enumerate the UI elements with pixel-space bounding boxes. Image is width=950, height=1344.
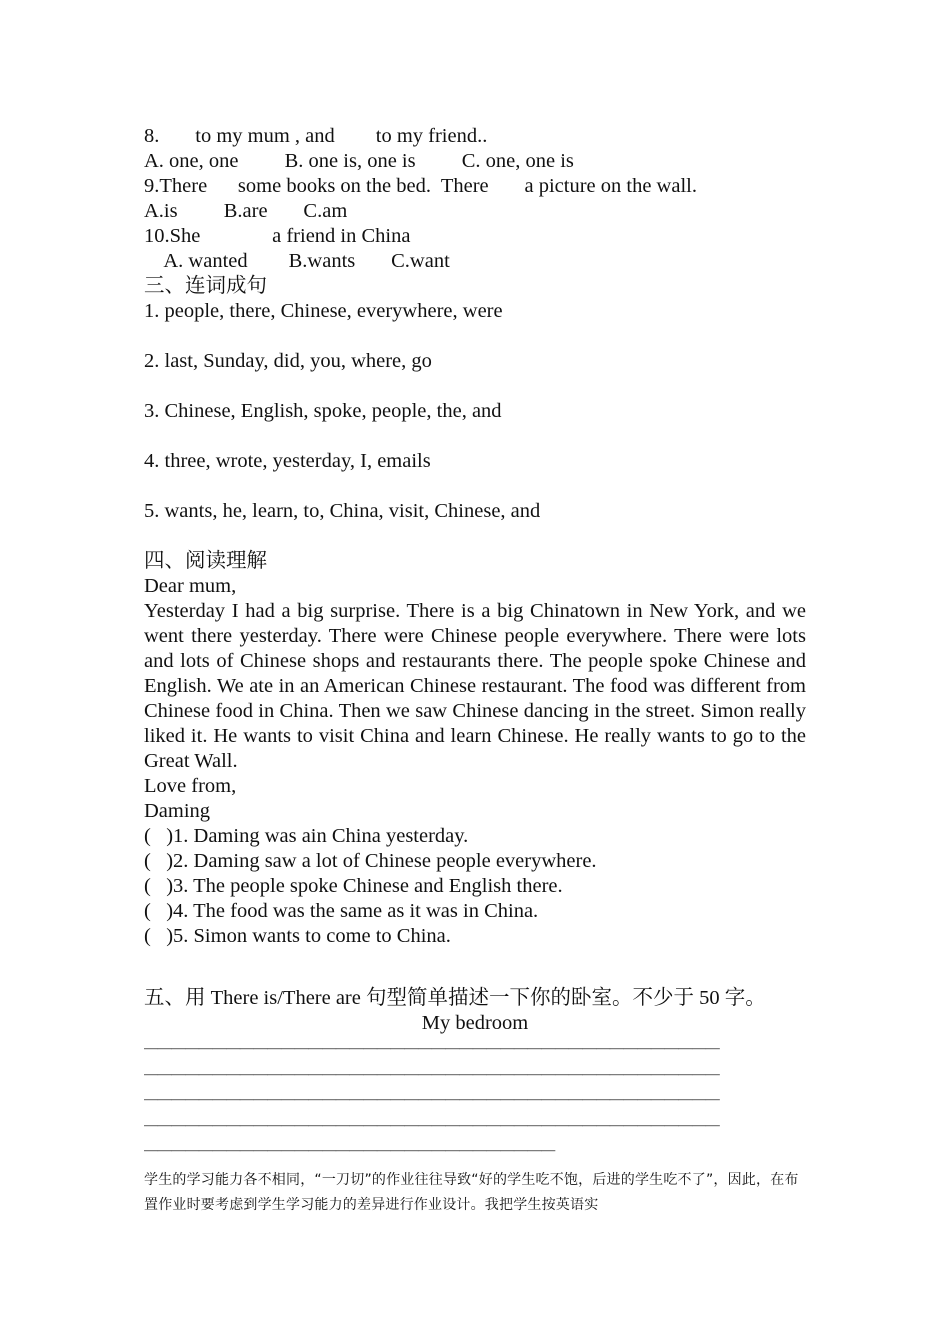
word-order-item-3: 3. Chinese, English, spoke, people, the, and	[144, 400, 502, 422]
writing-line-2: ——————————————————————————————————————————	[144, 1066, 720, 1082]
letter-body: Yesterday I had a big surprise. There is a big Chinatown in New York, and we went there yesterday. There were Chinese people everywhere. There were lots and lots of Chinese shops and restaurants there. The people spoke Chinese and English. We ate in an American Chinese restaurant. The food was different from Chinese food in China. Then we saw Chinese dancing in the street. Simon really liked it. He wants to visit China and learn Chinese. He really wants to go to the Great Wall.	[144, 600, 806, 772]
word-order-item-4: 4. three, wrote, yesterday, I, emails	[144, 450, 431, 472]
answer-space	[144, 324, 806, 349]
section-4-heading: 四、阅读理解	[144, 550, 267, 572]
section-spacer	[144, 949, 806, 986]
letter-closing: Love from,	[144, 775, 237, 797]
writing-line-1: ——————————————————————————————————————————	[144, 1041, 720, 1056]
reading-question-1: ( )1. Daming was ain China yesterday.	[144, 825, 469, 847]
question-9-options: A.is B.are C.am	[144, 200, 348, 222]
reading-question-2: ( )2. Daming saw a lot of Chinese people everywhere.	[144, 850, 597, 872]
reading-question-4: ( )4. The food was the same as it was in China.	[144, 900, 539, 922]
section-5-heading: 五、用 There is/There are 句型简单描述一下你的卧室。不少于 50 字。	[144, 987, 766, 1009]
answer-space	[144, 424, 806, 449]
section-3-heading: 三、连词成句	[144, 275, 267, 297]
writing-line-4: ——————————————————————————————————————————	[144, 1117, 720, 1133]
answer-space	[144, 474, 806, 499]
writing-title: My bedroom	[421, 1012, 529, 1034]
answer-space	[144, 524, 806, 549]
writing-line-3: ——————————————————————————————————————————	[144, 1092, 720, 1107]
reading-question-3: ( )3. The people spoke Chinese and English there.	[144, 875, 563, 897]
letter-signature: Daming	[144, 800, 211, 822]
letter-greeting: Dear mum,	[144, 575, 237, 597]
word-order-item-2: 2. last, Sunday, did, you, where, go	[144, 350, 432, 372]
answer-space	[144, 374, 806, 399]
question-8-options: A. one, one B. one is, one is C. one, one is	[144, 150, 574, 172]
teaching-note: 学生的学习能力各不相同，“一刀切”的作业往往导致“好的学生吃不饱，后进的学生吃不了”，因此，在布置作业时要考虑到学生学习能力的差异进行作业设计。我把学生按英语实	[144, 1171, 799, 1213]
question-10-options: A. wanted B.wants C.want	[144, 250, 450, 272]
writing-line-5: ——————————————————————————————	[144, 1143, 556, 1158]
word-order-item-1: 1. people, there, Chinese, everywhere, were	[144, 300, 503, 322]
question-9-stem: 9.There some books on the bed. There a picture on the wall.	[144, 175, 697, 197]
word-order-item-5: 5. wants, he, learn, to, China, visit, Chinese, and	[144, 500, 541, 522]
question-10-stem: 10.She a friend in China	[144, 225, 411, 247]
reading-question-5: ( )5. Simon wants to come to China.	[144, 925, 451, 947]
document-content	[144, 124, 806, 1218]
question-8-stem: 8. to my mum , and to my friend..	[144, 125, 488, 147]
